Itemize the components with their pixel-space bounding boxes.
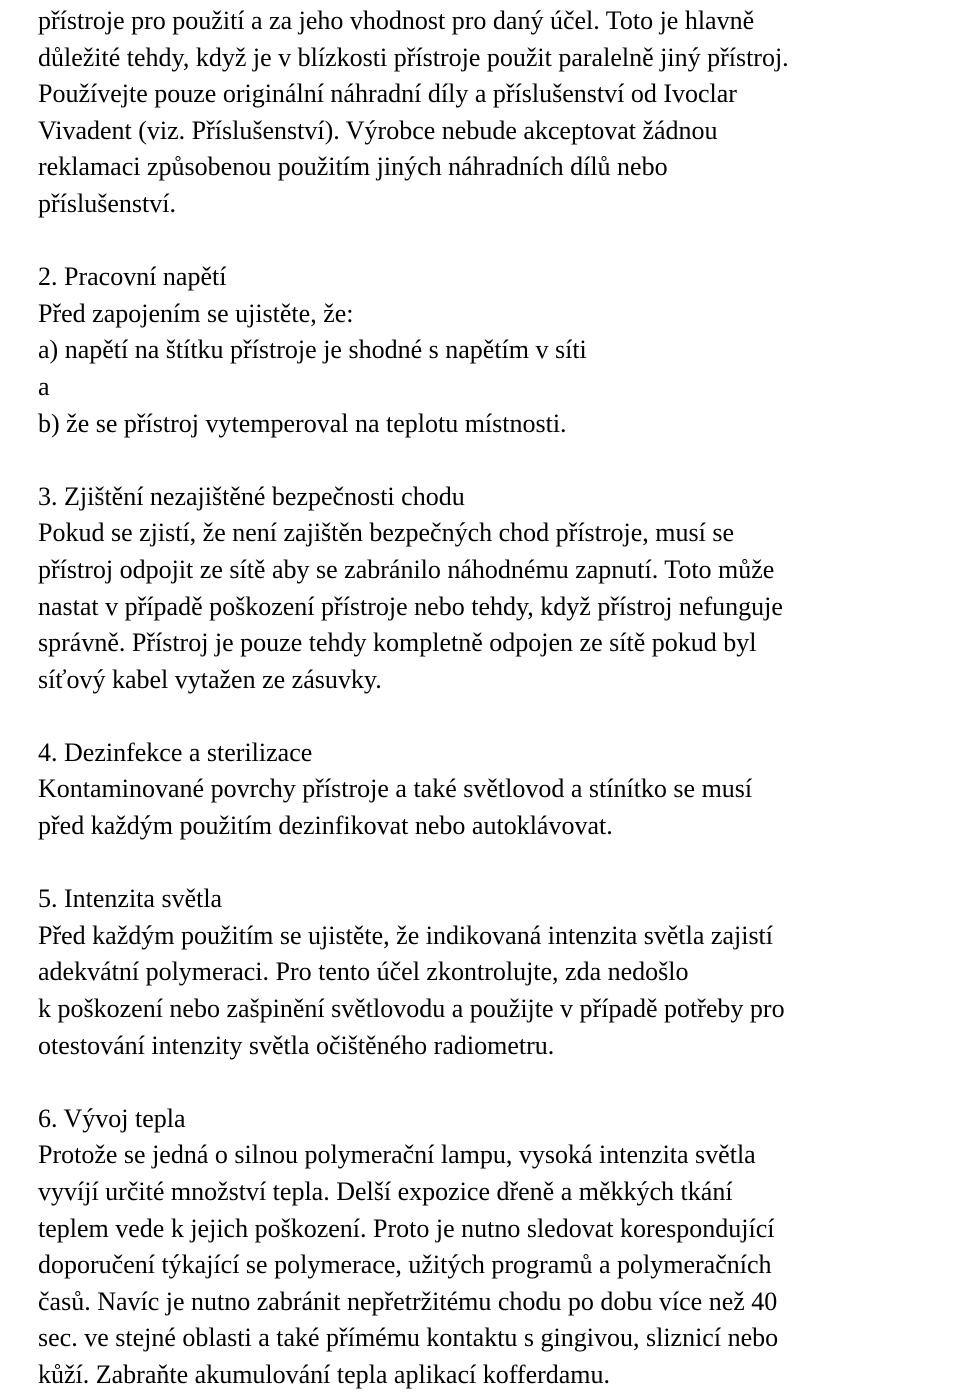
paragraph-gap: [38, 442, 958, 479]
text-line: časů. Navíc je nutno zabránit nepřetržitému chodu po dobu více než 40: [38, 1286, 778, 1316]
section-heading: 2. Pracovní napětí: [38, 262, 227, 292]
section-heat-development: [38, 1101, 958, 1394]
section-disinfection: [38, 735, 958, 845]
text-line: přístroje pro použití a za jeho vhodnost pro daný účel. Toto je hlavně: [38, 6, 755, 35]
text-line: síťový kabel vytažen ze zásuvky.: [38, 664, 382, 694]
text-line: přístroj odpojit ze sítě aby se zabránilo náhodnému zapnutí. Toto může: [38, 554, 775, 584]
text-line: Před zapojením se ujistěte, že:: [38, 298, 354, 328]
paragraph-gap: [38, 1064, 958, 1101]
text-line: důležité tehdy, když je v blízkosti přístroje použit paralelně jiný přístroj.: [38, 42, 789, 72]
text-line: doporučení týkající se polymerace, užitých programů a polymeračních: [38, 1250, 772, 1280]
text-line: nastat v případě poškození přístroje nebo tehdy, když přístroj nefunguje: [38, 591, 783, 621]
text-line: Před každým použitím se ujistěte, že indikovaná intenzita světla zajistí: [38, 920, 774, 950]
section-heading: 5. Intenzita světla: [38, 884, 223, 914]
text-line: teplem vede k jejich poškození. Proto je nutno sledovat korespondující: [38, 1213, 775, 1243]
paragraph-gap: [38, 698, 958, 735]
section-heading: 6. Vývoj tepla: [38, 1103, 186, 1133]
text-line: a) napětí na štítku přístroje je shodné s napětím v síti: [38, 335, 587, 365]
section-operating-safety: [38, 479, 958, 699]
text-line: reklamaci způsobenou použitím jiných náhradních dílů nebo: [38, 152, 668, 182]
text-line: Protože se jedná o silnou polymerační lampu, vysoká intenzita světla: [38, 1140, 756, 1170]
text-line: vyvíjí určité množství tepla. Delší expozice dřeně a měkkých tkání: [38, 1177, 733, 1206]
text-line: před každým použitím dezinfikovat nebo autoklávovat.: [38, 811, 613, 841]
section-light-intensity: [38, 881, 958, 1064]
text-line: Pokud se zjistí, že není zajištěn bezpečných chod přístroje, musí se: [38, 518, 735, 548]
text-line: a: [38, 371, 50, 401]
paragraph-gap: [38, 223, 958, 260]
paragraph-gap: [38, 845, 958, 882]
text-line: Používejte pouze originální náhradní díly a příslušenství od Ivoclar: [38, 79, 737, 109]
text-line: kůží. Zabraňte akumulování tepla aplikací kofferdamu.: [38, 1359, 611, 1389]
document-page: [38, 3, 958, 1394]
text-line: příslušenství.: [38, 188, 176, 218]
text-line: adekvátní polymeraci. Pro tento účel zkontrolujte, zda nedošlo: [38, 957, 689, 987]
text-line: Kontaminované povrchy přístroje a také světlovod a stínítko se musí: [38, 774, 753, 804]
section-working-voltage: [38, 259, 958, 442]
section-heading: 4. Dezinfekce a sterilizace: [38, 737, 313, 767]
section-heading: 3. Zjištění nezajištěné bezpečnosti chodu: [38, 481, 465, 511]
intro-paragraph: [38, 3, 958, 223]
text-line: sec. ve stejné oblasti a také přímému kontaktu s gingivou, sliznicí nebo: [38, 1323, 779, 1353]
text-line: k poškození nebo zašpinění světlovodu a použijte v případě potřeby pro: [38, 994, 785, 1024]
text-line: správně. Přístroj je pouze tehdy kompletně odpojen ze sítě pokud byl: [38, 628, 757, 658]
text-line: Vivadent (viz. Příslušenství). Výrobce nebude akceptovat žádnou: [38, 115, 718, 145]
text-line: otestování intenzity světla očištěného radiometru.: [38, 1030, 555, 1060]
text-line: b) že se přístroj vytemperoval na teplotu místnosti.: [38, 408, 567, 438]
